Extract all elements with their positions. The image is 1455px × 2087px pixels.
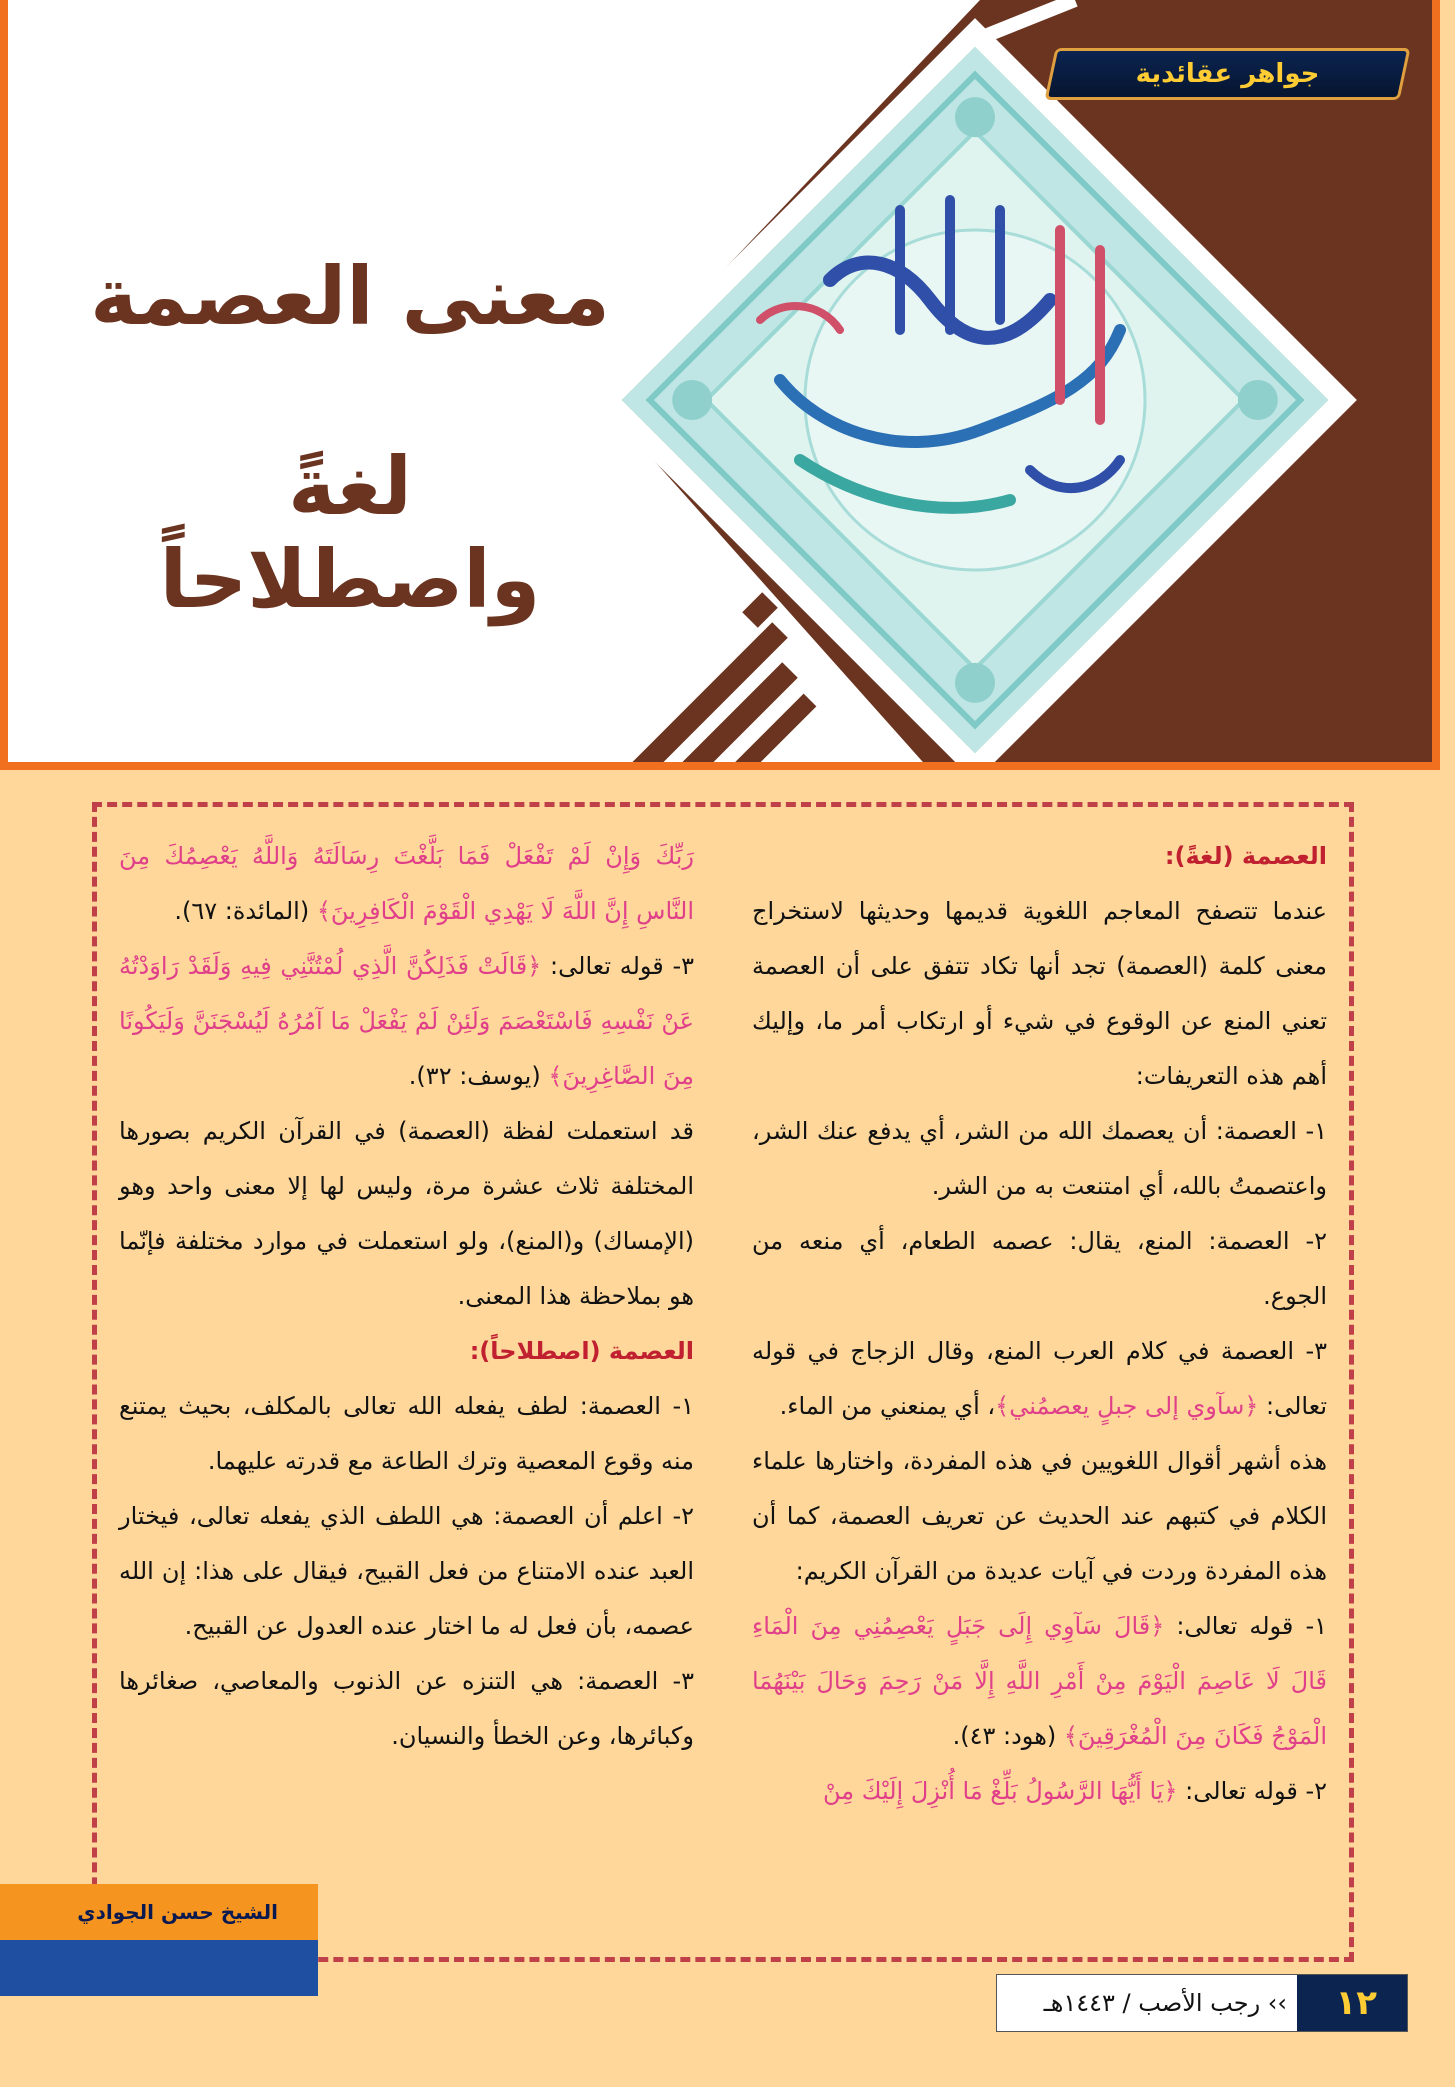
paragraph: عندما تتصفح المعاجم اللغوية قديمها وحديثها لاستخراج معنى كلمة (العصمة) تجد أنها تكاد تتفق على أن العصمة تعني المنع عن الوقوع في شيء أو ارتكاب أمر ما، وإليك أهم هذه التعريفات:: [752, 897, 1327, 1090]
page-number: ١٢: [1335, 1983, 1377, 2023]
page-footer: [996, 1974, 1408, 2032]
section-badge: جواهر عقائدية: [1044, 48, 1410, 100]
paragraph: ١- قوله تعالى: ﴿قَالَ سَآوِي إِلَى جَبَلٍ يَعْصِمُنِي مِنَ الْمَاءِ قَالَ لَا عَاصِمَ الْيَوْمَ مِنْ أَمْرِ اللَّهِ إِلَّا مَنْ رَحِمَ وَحَالَ بَيْنَهُمَا الْمَوْجُ فَكَانَ مِنَ الْمُغْرَقِينَ﴾ (هود: ٤٣).: [752, 1612, 1327, 1750]
paragraph: ٢- اعلم أن العصمة: هي اللطف الذي يفعله تعالى، فيختار العبد عنده الامتناع من فعل القبيح، فيقال على هذا: إن الله عصمه، بأن فعل له ما اختار عنده العدول عن القبيح.: [119, 1502, 694, 1640]
page-number-box: [1297, 1975, 1407, 2031]
issue-date: ›› رجب الأصب / ١٤٤٣هـ: [1043, 1989, 1287, 2017]
page-title-line2: لغةً واصطلاحاً: [159, 440, 541, 626]
paragraph: ٣- قوله تعالى: ﴿قَالَتْ فَذَلِكُنَّ الَّذِي لُمْتُنَّنِي فِيهِ وَلَقَدْ رَاوَدْتُهُ عَنْ نَفْسِهِ فَاسْتَعْصَمَ وَلَئِنْ لَمْ يَفْعَلْ مَا آمُرُهُ لَيُسْجَنَنَّ وَلَيَكُونًا مِنَ الصَّاغِرِينَ﴾ (يوسف: ٣٢).: [119, 952, 694, 1090]
paragraph: هذه أشهر أقوال اللغويين في هذه المفردة، واختارها علماء الكلام في كتبهم عند الحديث عن تعريف العصمة، كما أن هذه المفردة وردت في آيات عديدة من القرآن الكريم:: [752, 1447, 1327, 1585]
author-name: الشيخ حسن الجوادي: [77, 1900, 278, 1924]
quran-quote: رَبِّكَ وَإِنْ لَمْ تَفْعَلْ فَمَا بَلَّغْتَ رِسَالَتَهُ وَاللَّهُ يَعْصِمُكَ مِنَ النَّاسِ إِنَّ اللَّهَ لَا يَهْدِي الْقَوْمَ الْكَافِرِينَ﴾: [119, 842, 694, 925]
paragraph: رَبِّكَ وَإِنْ لَمْ تَفْعَلْ فَمَا بَلَّغْتَ رِسَالَتَهُ وَاللَّهُ يَعْصِمُكَ مِنَ النَّاسِ إِنَّ اللَّهَ لَا يَهْدِي الْقَوْمَ الْكَافِرِينَ﴾ (المائدة: ٦٧).: [119, 842, 694, 925]
paragraph: ٣- العصمة: هي التنزه عن الذنوب والمعاصي، صغائرها وكبائرها، وعن الخطأ والنسيان.: [119, 1667, 694, 1750]
quran-quote: ﴿قَالَ سَآوِي إِلَى جَبَلٍ يَعْصِمُنِي مِنَ الْمَاءِ قَالَ لَا عَاصِمَ الْيَوْمَ مِنْ أَمْرِ اللَّهِ إِلَّا مَنْ رَحِمَ وَحَالَ بَيْنَهُمَا الْمَوْجُ فَكَانَ مِنَ الْمُغْرَقِينَ﴾: [752, 1612, 1327, 1750]
paragraph: قد استعملت لفظة (العصمة) في القرآن الكريم بصورها المختلفة ثلاث عشرة مرة، وليس لها إلا معنى واحد وهو (الإمساك) و(المنع)، ولو استعملت في موارد مختلفة فإنّما هو بملاحظة هذا المعنى.: [119, 1117, 694, 1310]
header-section: [0, 0, 1440, 770]
quran-quote: ﴿قَالَتْ فَذَلِكُنَّ الَّذِي لُمْتُنَّنِي فِيهِ وَلَقَدْ رَاوَدْتُهُ عَنْ نَفْسِهِ فَاسْتَعْصَمَ وَلَئِنْ لَمْ يَفْعَلْ مَا آمُرُهُ لَيُسْجَنَنَّ وَلَيَكُونًا مِنَ الصَّاغِرِينَ﴾: [119, 952, 694, 1090]
left-column: [119, 829, 694, 1764]
right-column: [752, 829, 1327, 1819]
paragraph: ٣- العصمة في كلام العرب المنع، وقال الزجاج في قوله تعالى: ﴿سآوي إلى جبلٍ يعصمُني﴾، أي يمنعني من الماء.: [752, 1337, 1327, 1420]
page-title-line1: معنى العصمة: [90, 250, 610, 343]
heading-technical: العصمة (اصطلاحاً):: [469, 1337, 694, 1365]
paragraph: ٢- العصمة: المنع، يقال: عصمه الطعام، أي منعه من الجوع.: [752, 1227, 1327, 1310]
header-artwork: [0, 0, 1440, 770]
quran-quote: ﴿يَا أَيُّهَا الرَّسُولُ بَلِّغْ مَا أُنْزِلَ إِلَيْكَ مِنْ: [823, 1777, 1178, 1805]
paragraph: ١- العصمة: أن يعصمك الله من الشر، أي يدفع عنك الشر، واعتصمتُ بالله، أي امتنعت به من الشر.: [752, 1117, 1327, 1200]
paragraph: ١- العصمة: لطف يفعله الله تعالى بالمكلف، بحيث يمتنع منه وقوع المعصية وترك الطاعة مع قدرته عليهما.: [119, 1392, 694, 1475]
quran-quote: ﴿سآوي إلى جبلٍ يعصمُني﴾: [995, 1392, 1259, 1420]
bottom-stripes: [640, 600, 810, 770]
author-badge: [0, 1884, 318, 1996]
article-box: [92, 802, 1354, 1962]
paragraph: ٢- قوله تعالى: ﴿يَا أَيُّهَا الرَّسُولُ بَلِّغْ مَا أُنْزِلَ إِلَيْكَ مِنْ: [823, 1777, 1327, 1805]
heading-linguistic: العصمة (لغةً):: [1164, 842, 1327, 870]
